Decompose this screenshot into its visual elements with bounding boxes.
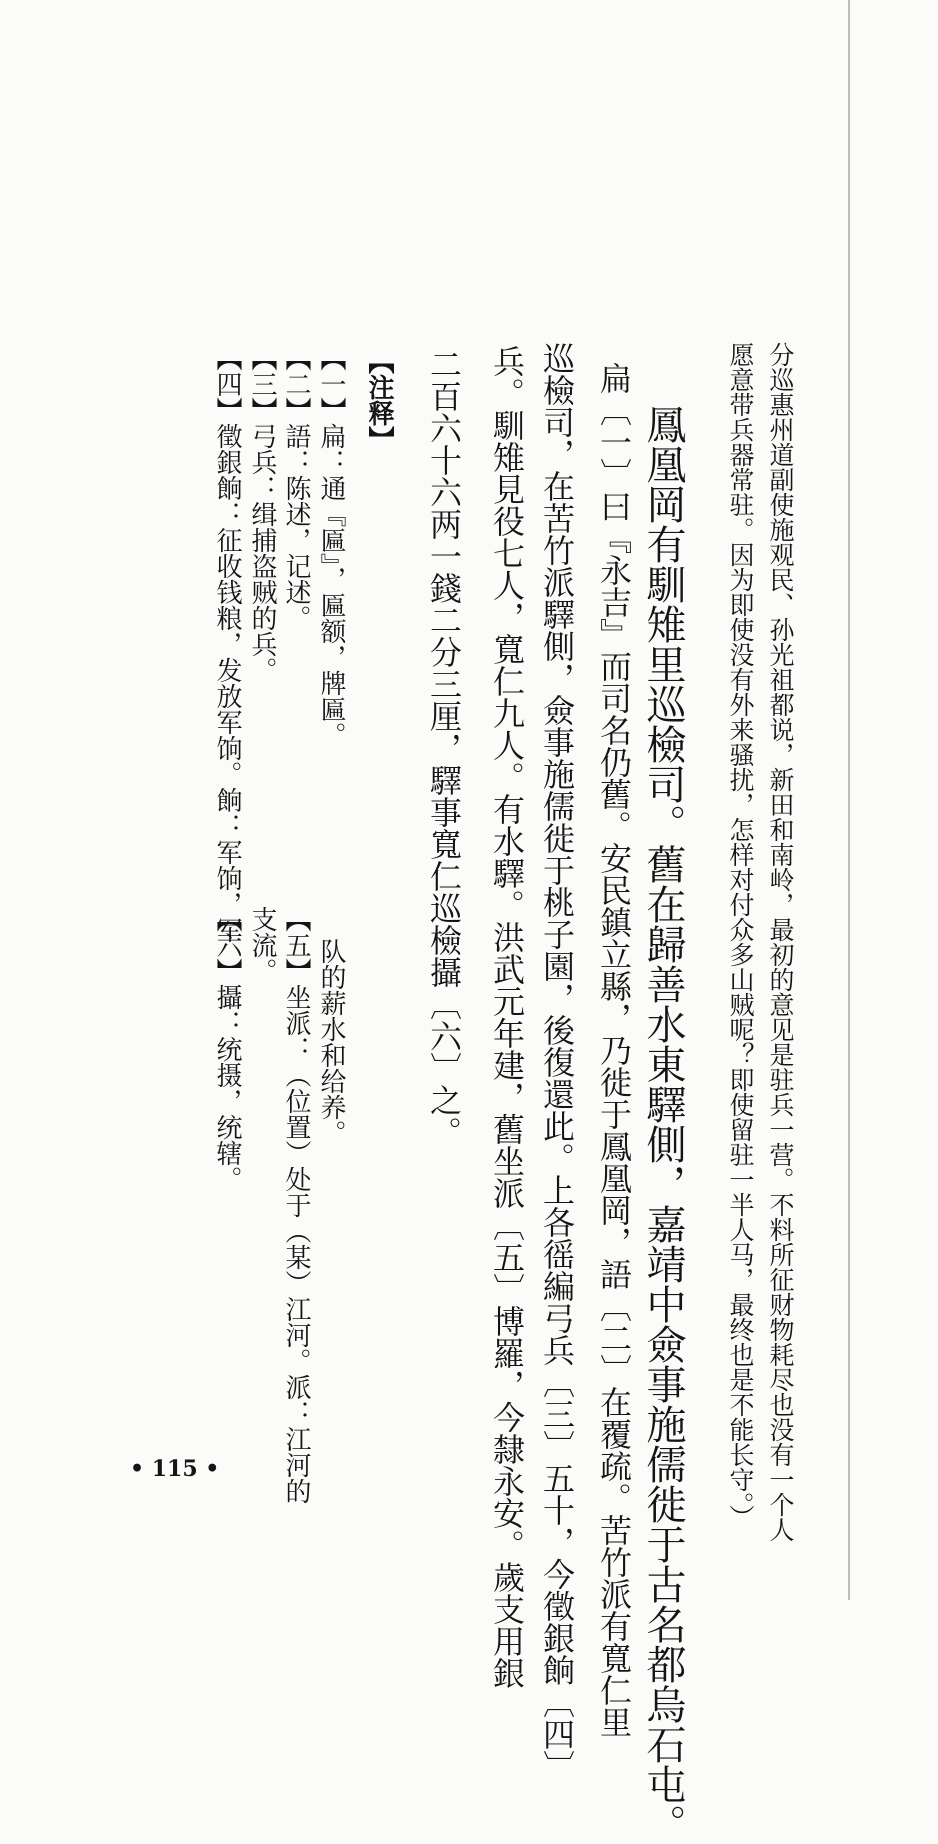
main-text-line-5: 二百六十六两一錢二分三厘，驛事寬仁巡檢攝〔六〕之。 xyxy=(425,348,463,1148)
note-3: 【三】弓兵：缉捕盗贼的兵。 xyxy=(247,345,277,683)
note-6: 【六】攝：统摄，统辖。 xyxy=(212,906,242,1192)
note-5: 【五】坐派：（位置）处于（某）江河。派：江河的 xyxy=(281,906,311,1504)
binding-margin-line xyxy=(848,0,850,1600)
translation-line-2: 愿意带兵器常驻。因为即使没有外来骚扰，怎样对付众多山贼呢？即使留驻一半人马，最终也是不能长守。） xyxy=(726,342,755,1530)
main-text-line-3: 巡檢司，在苦竹派驛側，僉事施儒徙于桃子園，後復還此。上各徭編弓兵〔三〕五十，今徵銀餉〔四〕 xyxy=(538,342,576,1782)
main-text-line-4: 兵。馴雉見役七人，寬仁九人。有水驛。洪武元年建，舊坐派〔五〕博羅，今隸永安。歲支用銀 xyxy=(488,345,526,1689)
main-text-line-2: 扁〔一〕曰『永吉』而司名仍舊。安民鎮立縣，乃徙于鳳凰岡，語〔二〕在覆疏。苦竹派有寬仁里 xyxy=(595,362,633,1738)
note-4: 【四】徵銀餉：征收钱粮，发放军饷。餉：军饷，军 xyxy=(212,345,242,943)
translation-line-1: 分巡惠州道副使施观民、孙光祖都说，新田和南岭，最初的意见是驻兵一营。不料所征财物耗尽也没有一个人 xyxy=(766,342,795,1542)
note-2: 【二】語：陈述，记述。 xyxy=(281,345,311,631)
page-number: • 115 • xyxy=(130,1456,220,1482)
note-5-continued: 支流。 xyxy=(247,906,277,984)
note-1: 【一】扁：通『匾』，匾额，牌匾。 xyxy=(316,345,346,748)
note-4-continued: 队的薪水和给养。 xyxy=(316,938,346,1146)
main-text-line-1: 鳳凰岡有馴雉里巡檢司。舊在歸善水東驛側，嘉靖中僉事施儒徙于古名都烏石屯。 xyxy=(640,404,686,1844)
notes-heading: 【注释】 xyxy=(364,348,394,452)
